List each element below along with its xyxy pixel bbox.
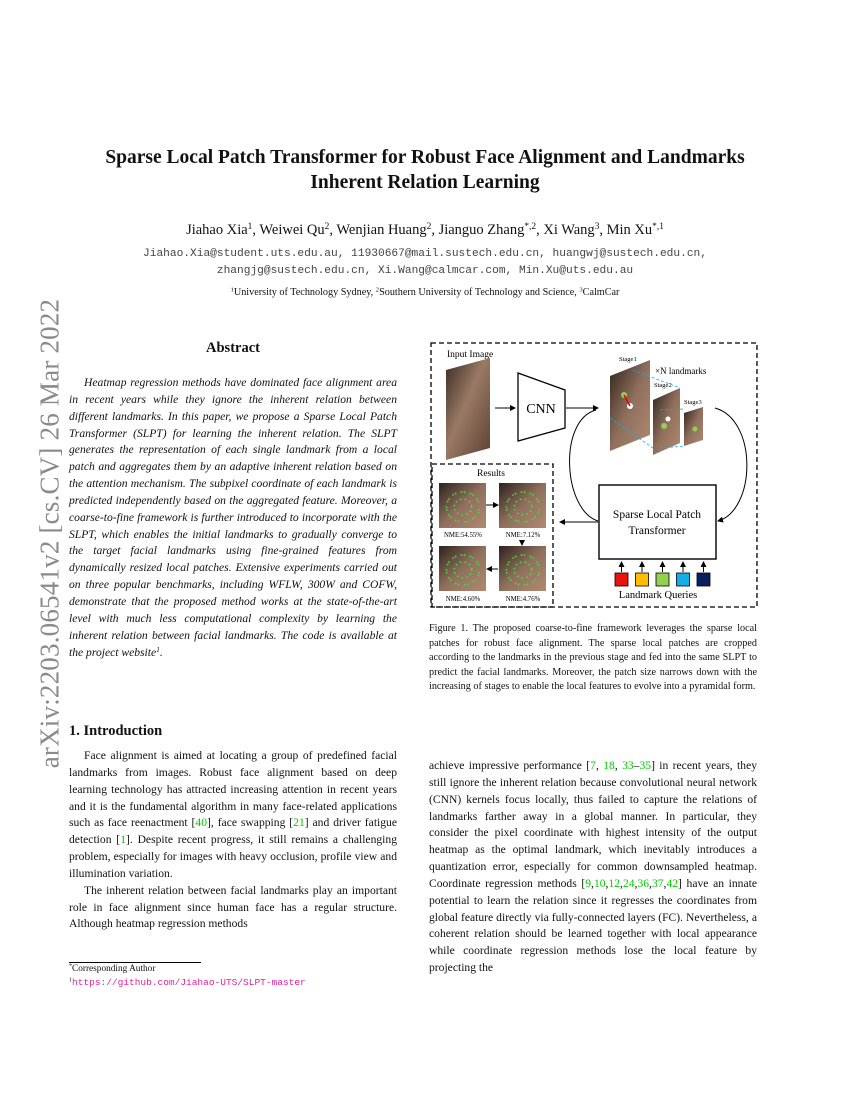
slpt-label: Sparse Local Patch: [612, 509, 702, 521]
landmark-query-token: [615, 573, 628, 586]
text-run: ,: [649, 876, 652, 890]
landmark-dot: [466, 513, 468, 515]
landmark-dot: [529, 556, 531, 558]
landmark-dot: [446, 569, 448, 571]
stage3-patch: [684, 407, 703, 446]
landmark-dot: [470, 510, 472, 512]
landmark-dot: [532, 581, 534, 583]
landmark-dot: [465, 498, 467, 500]
landmark-dot: [508, 577, 510, 579]
landmark-dot: [464, 521, 466, 523]
citation-link[interactable]: 36: [637, 876, 650, 890]
results-label: Results: [477, 469, 505, 479]
landmark-dot: [531, 505, 533, 507]
stage3-label: Stage3: [684, 399, 702, 406]
landmark-dot: [470, 573, 472, 575]
landmark-dot: [446, 506, 448, 508]
landmark-dot: [514, 509, 516, 511]
landmark-dot: [530, 573, 532, 575]
landmark-dot: [453, 568, 455, 570]
landmark-dot: [513, 505, 515, 507]
landmark-dot: [506, 509, 508, 511]
stage1-label: Stage1: [619, 356, 637, 363]
landmark-dot: [477, 501, 479, 503]
landmark-dot: [478, 509, 480, 511]
abstract-end: .: [159, 645, 163, 659]
nme-label: NME:7.12%: [505, 532, 541, 539]
landmark-dot: [471, 505, 473, 507]
figure-1-diagram: [428, 340, 760, 612]
landmark-dot: [450, 516, 452, 518]
landmark-dot: [520, 498, 522, 500]
landmark-dot: [460, 498, 462, 500]
citation-link[interactable]: 10: [593, 876, 606, 890]
landmark-dot: [524, 554, 526, 556]
landmark-dot: [476, 498, 478, 500]
landmark-dot: [460, 561, 462, 563]
author-name: Wenjian Huang: [336, 222, 427, 238]
figure-1-caption: Figure 1. The proposed coarse-to-fine framework leverages the sparse local patches for robust face alignment. The sparse local patches are cropped according to the landmarks in the previous stage and fed into the same SLPT to predict the facial landmarks. Moreover, the patch size narrows down with the increasing of stages to enable the local features to evolve into a pyramidal form.: [429, 623, 757, 693]
affiliation-mark: 2: [375, 286, 380, 294]
landmark-dot: [474, 579, 476, 581]
feedback-arc-left: [570, 410, 598, 521]
text-run: ,: [663, 876, 667, 890]
landmark-dot: [529, 564, 531, 566]
landmark-dot: [467, 584, 469, 586]
landmark-dot: [457, 512, 459, 514]
title-line: Inherent Relation Learning: [310, 172, 540, 193]
result-thumbnail: [439, 546, 486, 591]
stage2-label: Stage2: [654, 382, 672, 389]
landmark-dot: [458, 584, 460, 586]
landmark-dot: [471, 568, 473, 570]
landmark-dot: [536, 561, 538, 563]
landmark-dot: [537, 564, 539, 566]
citation-link[interactable]: 21: [293, 816, 305, 830]
landmark-dot: [515, 520, 517, 522]
landmark-dot: [446, 509, 448, 511]
author-name: Xi Wang: [543, 222, 595, 238]
author-affiliation-mark: *,2: [524, 221, 537, 232]
landmark-dot: [510, 516, 512, 518]
landmark-dot: [469, 564, 471, 566]
landmark-dot: [521, 577, 523, 579]
landmark-dot: [525, 498, 527, 500]
input-image-label: Input Image: [447, 350, 494, 360]
landmark-dot: [455, 493, 457, 495]
landmark-dot: [514, 572, 516, 574]
affiliations: [40, 287, 810, 298]
affiliation-mark: 3: [579, 286, 583, 294]
footnote-mark: *: [69, 963, 73, 970]
landmark-dot: [448, 577, 450, 579]
landmark-dot: [467, 521, 469, 523]
text-run: ,: [620, 876, 623, 890]
text-run: ,: [605, 876, 609, 890]
landmark-dot: [452, 557, 454, 559]
landmark-dot: [464, 584, 466, 586]
landmark-dot: [524, 491, 526, 493]
result-thumbnail: [499, 546, 546, 591]
landmark-dot: [537, 501, 539, 503]
landmark-dot: [461, 554, 463, 556]
landmark-dot: [506, 569, 508, 571]
landmark-dot: [507, 564, 509, 566]
landmark-point: [661, 423, 667, 429]
landmark-dot: [461, 491, 463, 493]
landmark-dot: [472, 557, 474, 559]
author-name: Jianguo Zhang: [438, 222, 525, 238]
landmark-dot: [469, 493, 471, 495]
landmark-query-token: [697, 573, 710, 586]
landmark-dot: [538, 509, 540, 511]
landmark-dot: [536, 498, 538, 500]
affiliation-name: University of Technology Sydney,: [233, 287, 376, 298]
text-run: Face alignment is aimed at locating a group of predefined facial landmarks from images. Robust face alignment based on deep learning technology has attracted increasing attention in recent years and it is the fundamental algorithm in many face-related applications such as face reenactment [: [69, 749, 397, 830]
slpt-block: [599, 485, 716, 559]
landmark-dot: [448, 561, 450, 563]
landmark-dot: [537, 575, 539, 577]
landmark-dot: [527, 521, 529, 523]
feedback-arc-right: [715, 408, 747, 521]
intro-left-column: [69, 748, 397, 933]
paragraph: [69, 883, 397, 934]
text-run: –: [633, 759, 640, 772]
author-list: Jiahao Xia$^1$, Weiwei Qu$^2$, Wenjian Huang$^2$, Jianguo Zhang$^{*,2}$, Xi Wang$^3$, Min $Xu^{*,1}$: [186, 221, 664, 238]
landmark-dot: [476, 561, 478, 563]
landmark-dot: [521, 554, 523, 556]
landmark-dot: [477, 564, 479, 566]
landmark-dot: [507, 501, 509, 503]
text-run: ] have an innate potential to learn the relation since it regresses the coordinates from global feature directly via fully-connected layers (FC). Nevertheless, a coherent relation should be learned together with local appearance while coordinate regression methods lose the local feature by projecting the: [429, 876, 757, 975]
landmark-dot: [515, 493, 517, 495]
landmark-dot: [448, 498, 450, 500]
footnote-corresponding: [69, 964, 155, 974]
citation-link[interactable]: 35: [639, 759, 652, 772]
code-link[interactable]: https://github.com/Jiahao-UTS/SLPT-master: [72, 977, 306, 988]
landmark-dot: [510, 579, 512, 581]
citation-link[interactable]: 33: [622, 759, 634, 772]
abstract-body: Heatmap regression methods have dominated face alignment area in recent years while they ignore the inherent relation between different landmarks. In this paper, we propose a Sparse Local Patch Transformer (SLPT) for learning the inherent relation. The SLPT generates the representation of each single landmark from a local patch and aggregates them by an adaptive inherent relation based on the attention mechanism. The subpixel coordinate of each landmark is predicted independently based on the aggregated feature. Moreover, a coarse-to-fine framework is further introduced to incorporate with the SLPT, which enables the initial landmarks to gradually converge to the target facial landmarks using fine-grained features from dynamically resized local patches. Extensive experiments carried out on three popular benchmarks, including WFLW, 300W and COFW, demonstrate that the proposed method works at the state-of-the-art level with much less computational complexity by learning the inherent relation between facial landmarks. The code is available at the project website: [69, 376, 397, 659]
footnote-text: Corresponding Author: [72, 964, 156, 974]
landmark-dot: [508, 514, 510, 516]
text-run: ,: [634, 876, 638, 890]
landmark-dot: [520, 561, 522, 563]
landmark-dot: [530, 510, 532, 512]
text-run: The inherent relation between facial landmarks play an important role in face alignment since human face has a regular structure. Although heatmap regression methods: [69, 883, 397, 931]
landmark-dot: [453, 505, 455, 507]
landmark-dot: [534, 516, 536, 518]
landmark-dot: [532, 494, 534, 496]
landmark-dot: [455, 583, 457, 585]
text-run: ] in recent years, they still ignore the inherent relation because convolutional neural network (CNN) kernels focus locally, thus failed to capture the relations of landmarks farther away in a global manner. In particular, they consider the pixel coordinate with highest intensity of the output heatmap as the optimal landmark, which inevitably introduces a quantization error, especially for common downsampled heatmap. Coordinate regression methods [: [429, 759, 758, 890]
landmark-dot: [452, 494, 454, 496]
footnote-code: [69, 977, 306, 988]
arxiv-stamp: arXiv:2203.06541v2 [cs.CV] 26 Mar 2022: [34, 298, 65, 769]
author-emails: zhangjg@sustech.edu.cn, Xi.Wang@calmcar.com, Min.Xu@uts.edu.au: [216, 265, 634, 277]
affiliation-name: Southern University of Technology and Science,: [379, 287, 580, 298]
landmark-dot: [455, 556, 457, 558]
citation-link[interactable]: 9: [585, 876, 592, 890]
landmark-dot: [513, 568, 515, 570]
citation-link[interactable]: 37: [651, 876, 664, 890]
landmark-dot: [521, 514, 523, 516]
landmark-dot: [529, 493, 531, 495]
citation-link[interactable]: 7: [590, 759, 596, 772]
landmark-queries: [615, 562, 710, 586]
landmark-query-token: [636, 573, 649, 586]
landmark-dot: [516, 501, 518, 503]
text-run: ], face swapping [: [207, 816, 294, 830]
landmark-dot: [529, 501, 531, 503]
landmark-dot: [518, 521, 520, 523]
landmark-dot: [450, 579, 452, 581]
citation-link[interactable]: 42: [666, 876, 679, 890]
landmark-dot: [518, 584, 520, 586]
abstract-text: [69, 375, 397, 661]
landmark-dot: [534, 579, 536, 581]
citation-link[interactable]: 24: [622, 876, 635, 890]
text-run: ] and driver fatigue detection [: [69, 816, 397, 847]
author-affiliation-mark: 3: [594, 221, 600, 232]
landmark-dot: [508, 498, 510, 500]
landmark-dot: [506, 572, 508, 574]
landmark-dot: [455, 520, 457, 522]
landmark-dot: [526, 513, 528, 515]
landmark-dot: [517, 575, 519, 577]
landmark-dot: [531, 568, 533, 570]
landmark-dot: [461, 577, 463, 579]
landmark-dot: [448, 514, 450, 516]
cnn-label: CNN: [526, 402, 556, 417]
author-affiliation-mark: *,1: [652, 221, 664, 232]
title-line: Sparse Local Patch Transformer for Robust Face Alignment and Landmarks: [105, 147, 745, 168]
landmark-dot: [465, 561, 467, 563]
text-run: ,: [614, 759, 623, 772]
footnote-mark: 1: [156, 644, 160, 654]
landmark-dot: [527, 584, 529, 586]
citation-link[interactable]: 18: [603, 759, 615, 772]
citation-link[interactable]: 1: [120, 833, 126, 847]
landmark-dot: [516, 564, 518, 566]
citation-link[interactable]: 40: [195, 816, 208, 830]
landmark-dot: [464, 554, 466, 556]
nme-label: NME:54.55%: [444, 532, 482, 539]
section-heading-introduction: 1. Introduction: [69, 723, 163, 739]
landmark-dot: [456, 564, 458, 566]
landmark-point: [666, 417, 671, 422]
landmark-dot: [512, 494, 514, 496]
footnote-mark: 1: [69, 977, 73, 984]
landmark-point: [693, 427, 698, 432]
landmark-dot: [461, 514, 463, 516]
landmark-dot: [472, 494, 474, 496]
affiliation-mark: 1: [230, 286, 234, 294]
landmark-dot: [515, 583, 517, 585]
paragraph: [429, 758, 757, 977]
text-run: ]. Despite recent progress, it still remains a challenging problem, especially for images with heavy occlusion, profile view and illumination variation.: [69, 833, 397, 880]
intro-right-column: [429, 758, 757, 977]
landmark-dot: [446, 572, 448, 574]
author-affiliation-mark: 2: [324, 221, 330, 232]
landmark-dot: [512, 557, 514, 559]
landmark-dot: [532, 518, 534, 520]
landmark-dot: [458, 521, 460, 523]
landmark-dot: [478, 572, 480, 574]
landmark-dot: [477, 512, 479, 514]
text-run: ,: [595, 759, 604, 772]
landmark-dot: [515, 556, 517, 558]
paragraph: [69, 748, 397, 883]
landmark-query-token: [656, 573, 669, 586]
landmark-dot: [469, 501, 471, 503]
result-thumbnail: [499, 483, 546, 528]
landmark-dot: [524, 521, 526, 523]
author-name: Min Xu: [606, 222, 653, 238]
landmark-dot: [521, 491, 523, 493]
affiliation-name: CalmCar: [582, 287, 620, 298]
author-name: Jiahao Xia: [186, 222, 248, 238]
landmark-dot: [447, 564, 449, 566]
landmark-dot: [474, 516, 476, 518]
text-run: achieve impressive performance [: [429, 759, 591, 772]
landmark-dot: [537, 512, 539, 514]
landmark-dot: [454, 509, 456, 511]
landmark-dot: [457, 575, 459, 577]
landmark-queries-label: Landmark Queries: [618, 590, 698, 601]
landmark-dot: [525, 561, 527, 563]
landmark-dot: [506, 506, 508, 508]
landmark-dot: [472, 581, 474, 583]
landmark-dot: [469, 556, 471, 558]
input-face-image: [446, 358, 490, 460]
author-affiliation-mark: 1: [247, 221, 253, 232]
landmark-dot: [466, 576, 468, 578]
abstract-heading: Abstract: [206, 340, 260, 356]
landmark-dot: [456, 501, 458, 503]
landmark-dot: [454, 572, 456, 574]
landmark-dot: [472, 518, 474, 520]
paper-title: [40, 145, 810, 195]
landmark-dot: [517, 512, 519, 514]
stage2-patch: [653, 388, 680, 455]
landmark-dot: [538, 572, 540, 574]
landmark-dot: [524, 584, 526, 586]
slpt-label: Transformer: [628, 525, 686, 537]
landmark-dot: [477, 575, 479, 577]
n-landmarks-label: ×N landmarks: [655, 366, 707, 376]
citation-link[interactable]: 12: [608, 876, 621, 890]
text-run: ,: [591, 876, 594, 890]
landmark-dot: [532, 557, 534, 559]
landmark-dot: [447, 501, 449, 503]
nme-label: NME:4.76%: [505, 596, 541, 603]
landmark-dot: [526, 576, 528, 578]
landmark-query-token: [677, 573, 690, 586]
nme-label: NME:4.60%: [445, 596, 481, 603]
landmark-dot: [508, 561, 510, 563]
author-emails: Jiahao.Xia@student.uts.edu.au, 11930667@mail.sustech.edu.cn, huangwj@sustech.edu.cn,: [143, 248, 707, 260]
landmark-dot: [464, 491, 466, 493]
footnote-rule: [69, 962, 201, 963]
author-name: Weiwei Qu: [259, 222, 325, 238]
author-affiliation-mark: 2: [426, 221, 432, 232]
result-thumbnail: [439, 483, 486, 528]
